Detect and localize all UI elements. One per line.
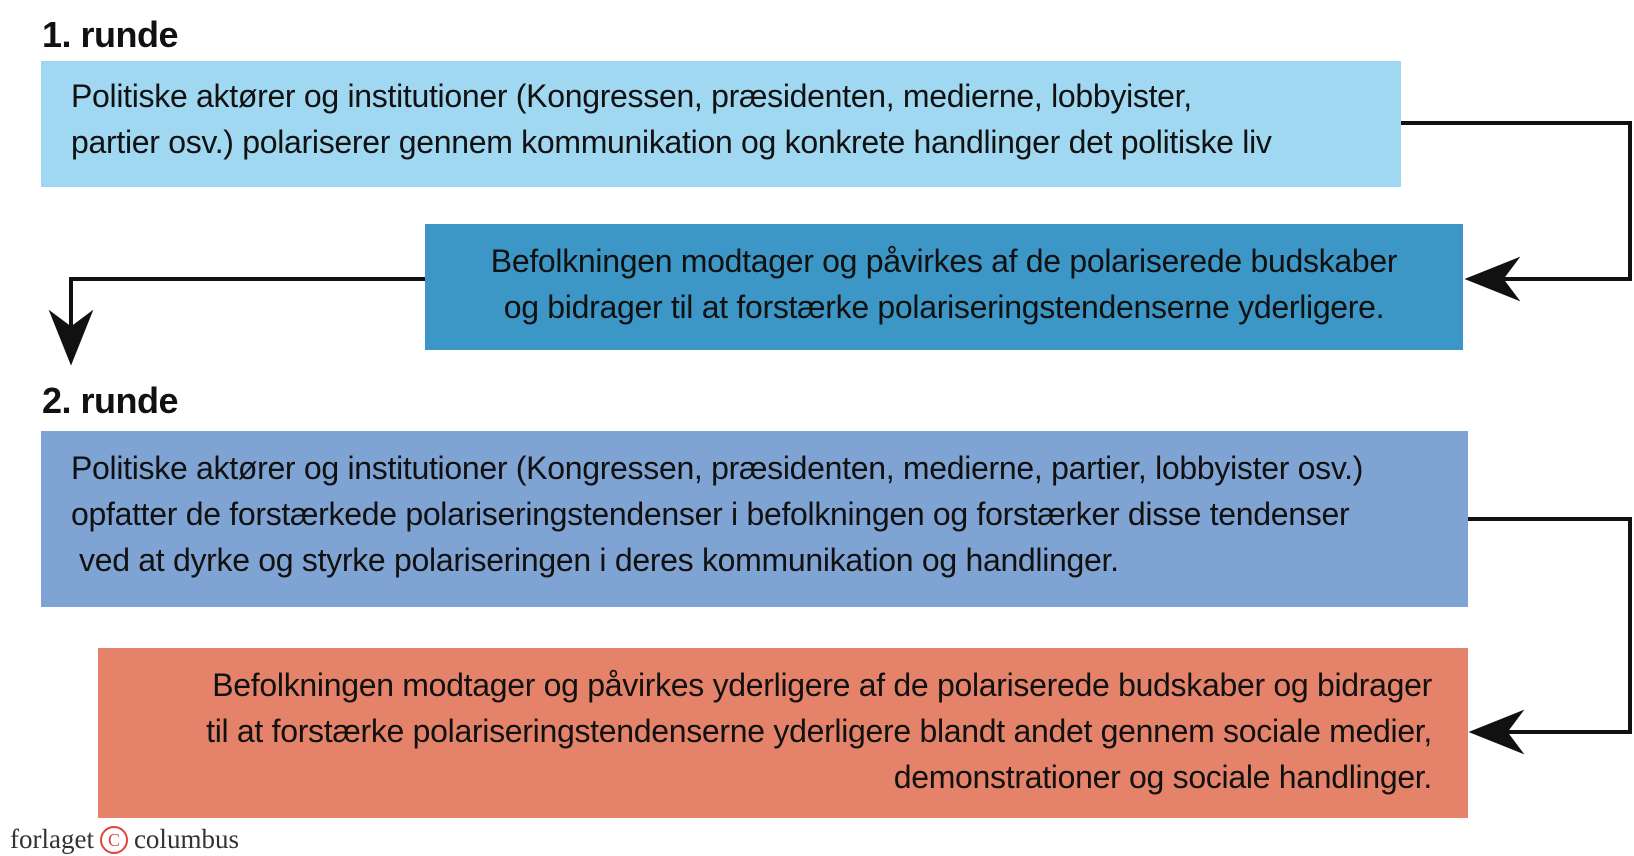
arrow-round1-to-round2 bbox=[71, 279, 425, 360]
round2-actors-line: Politiske aktører og institutioner (Kongressen, præsidenten, medierne, partier, lobbyister osv.) bbox=[71, 450, 1364, 486]
round2-heading: 2. runde bbox=[42, 380, 179, 421]
round1-heading: 1. runde bbox=[42, 14, 179, 55]
publisher-logo bbox=[10, 824, 239, 855]
logo-text-right: columbus bbox=[133, 824, 239, 854]
round2-actors-line: opfatter de forstærkede polariseringstendenser i befolkningen og forstærker disse tendenser bbox=[71, 496, 1350, 532]
round2-population-line: demonstrationer og sociale handlinger. bbox=[893, 759, 1432, 795]
round1-actors-line: Politiske aktører og institutioner (Kongressen, præsidenten, medierne, lobbyister, bbox=[71, 78, 1192, 114]
round1-population-line: og bidrager til at forstærke polariseringstendenserne yderligere. bbox=[503, 289, 1385, 325]
logo-text-left: forlaget bbox=[10, 824, 94, 854]
round1-actors-line: partier osv.) polariserer gennem kommunikation og konkrete handlinger det politiske liv bbox=[71, 124, 1272, 160]
arrow-actors-to-population-1 bbox=[1401, 123, 1630, 279]
copyright-icon: C bbox=[100, 826, 128, 854]
round2-population-line: Befolkningen modtager og påvirkes yderligere af de polariserede budskaber og bidrager bbox=[212, 667, 1432, 703]
round2-actors-line: ved at dyrke og styrke polariseringen i deres kommunikation og handlinger. bbox=[79, 542, 1119, 578]
round1-population-line: Befolkningen modtager og påvirkes af de polariserede budskaber bbox=[490, 243, 1398, 279]
arrow-actors-to-population-2 bbox=[1468, 519, 1630, 732]
round2-population-line: til at forstærke polariseringstendenserne yderligere blandt andet gennem sociale medier, bbox=[206, 713, 1432, 749]
